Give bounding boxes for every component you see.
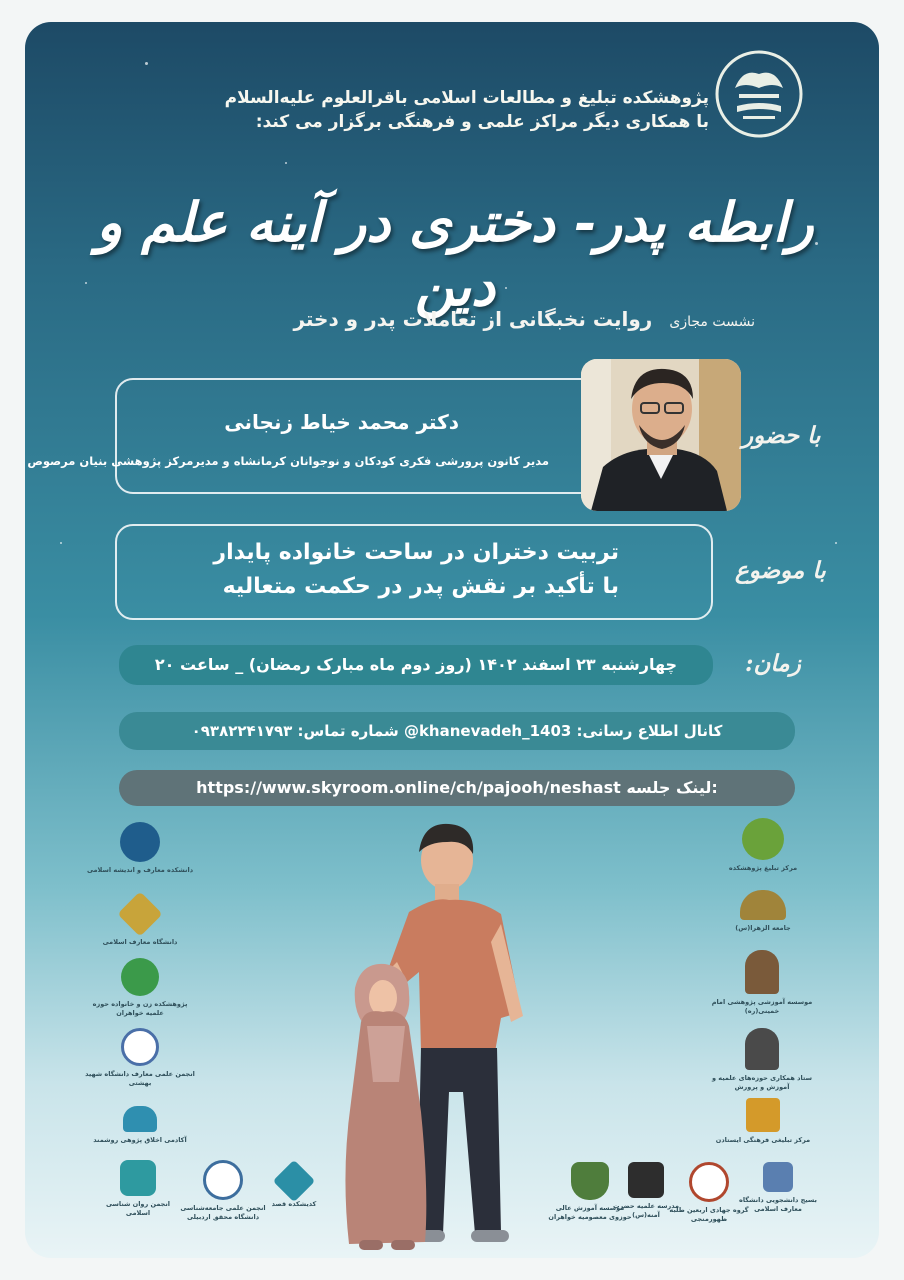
star [285,162,287,164]
partner-name: دانشگاه معارف اسلامی [102,938,178,946]
partner-emblem-icon [120,1160,156,1196]
partner-name: موسسه آموزش عالی حوزوی معصومیه خواهران [548,1204,632,1221]
partner-name: گروه جهادی اربعین طلبه ظهورمنجی [669,1206,749,1223]
partner-emblem-icon [689,1162,729,1202]
partner-emblem-icon [745,1028,779,1070]
partner-name: انجمن روان شناسی اسلامی [105,1200,171,1217]
topic-line-1: تربیت دختران در ساحت خانواده پایدار [213,540,619,565]
partner-emblem-icon [746,1098,780,1132]
partner-logo [709,1028,815,1092]
partner-name: بسیج دانشجویی دانشگاه معارف اسلامی [739,1196,817,1213]
institute-emblem-icon [713,48,805,140]
speaker-side-label: با حضور [742,422,821,449]
speaker-role: مدیر کانون پرورشی فکری کودکان و نوجوانان کرمانشاه و مدیرمرکز پژوهشی بنیان مرصوص [27,454,549,468]
partner-name: مدرسه علمیه حضرت آمنه(س) [612,1202,680,1219]
partner-name: آکادمی اخلاق پژوهی روشمند [93,1136,187,1144]
partner-emblem-icon [117,891,162,936]
partner-logo [85,822,195,875]
partner-logo [85,1028,195,1088]
speaker-portrait-icon [581,359,741,511]
partner-logo [175,1160,271,1222]
topic-side-label: با موضوع [735,557,826,584]
partner-emblem-icon [203,1160,243,1200]
partner-name: کدیشکده قصد [271,1200,317,1208]
time-side-label: زمان: [745,650,801,677]
partner-logo [715,890,811,933]
partner-name: مرکز تبلیغ پژوهشکده [728,864,798,872]
partner-name: دانشکده معارف و اندیشه اسلامی [86,866,194,874]
topic-box [115,524,713,620]
channel-text: کانال اطلاع رسانی: khanevadeh_1403@ شماره تماس: ۰۹۳۸۲۲۴۱۷۹۳ [119,712,795,750]
partner-emblem-icon [740,890,786,920]
partner-name: انجمن علمی معارف دانشگاه شهید بهشتی [85,1070,195,1087]
session-link-url[interactable]: https://www.skyroom.online/ch/pajooh/neshast [196,778,621,797]
speaker-name: دکتر محمد خیاط زنجانی [224,410,459,434]
star [85,282,87,284]
partner-logo [85,958,195,1018]
partner-name: انجمن علمی جامعه‌شناسی دانشگاه محقق اردبیلی [180,1204,266,1221]
star [835,542,837,544]
subtitle-text: روایت نخبگانی از تعاملات پدر و دختر [293,307,653,331]
partner-emblem-icon [123,1106,157,1132]
partner-emblem-icon [742,818,784,860]
partner-emblem-icon [628,1162,664,1198]
star [145,62,148,65]
poster [25,22,879,1258]
partner-logo [85,894,195,947]
partner-emblem-icon [121,958,159,996]
header-line-2: با همکاری دیگر مراکز علمی و فرهنگی برگزار می کند: [255,112,709,132]
partner-logo [715,818,811,873]
partner-emblem-icon [120,822,160,862]
star [815,242,818,245]
partner-emblem-icon [273,1160,315,1202]
partner-logo [709,950,815,1016]
partner-name: موسسه آموزشی پژوهشی امام خمینی(ره) [711,998,813,1015]
star [60,542,62,544]
topic-line-2: با تأکید بر نقش پدر در حکمت متعالیه [222,574,619,599]
partner-name: مرکز تبلیغی فرهنگی ایستادن [715,1136,811,1144]
time-text: چهارشنبه ۲۳ اسفند ۱۴۰۲ (روز دوم ماه مبارک رمضان) _ ساعت ۲۰ [119,645,713,685]
partner-logo [737,1162,819,1214]
speaker-photo [581,359,741,511]
partner-emblem-icon [745,950,779,994]
session-link[interactable] [119,770,795,806]
partner-logo [85,1106,195,1145]
father-daughter-illustration [325,812,585,1258]
partner-logo [715,1098,811,1145]
subtitle [225,307,755,331]
partner-name: ستاد همکاری حوزه‌های علمیه و آموزش و پرورش [712,1074,812,1091]
partner-logo [259,1166,329,1209]
page-title: رابطه پدر- دختری در آینه علم و دین [96,190,814,318]
partner-name: جامعه الزهرا(س) [735,924,791,932]
partner-emblem-icon [121,1028,159,1066]
subtitle-label: نشست مجازی [669,314,755,330]
partner-name: پژوهشکده زن و خانواده حوزه علمیه خواهران [92,1000,188,1017]
header-line-1: پژوهشکده تبلیغ و مطالعات اسلامی باقرالعلوم علیه‌السلام [224,88,709,108]
session-link-label: لینک جلسه: [626,778,718,797]
partner-logo [93,1160,183,1218]
partner-emblem-icon [763,1162,793,1192]
